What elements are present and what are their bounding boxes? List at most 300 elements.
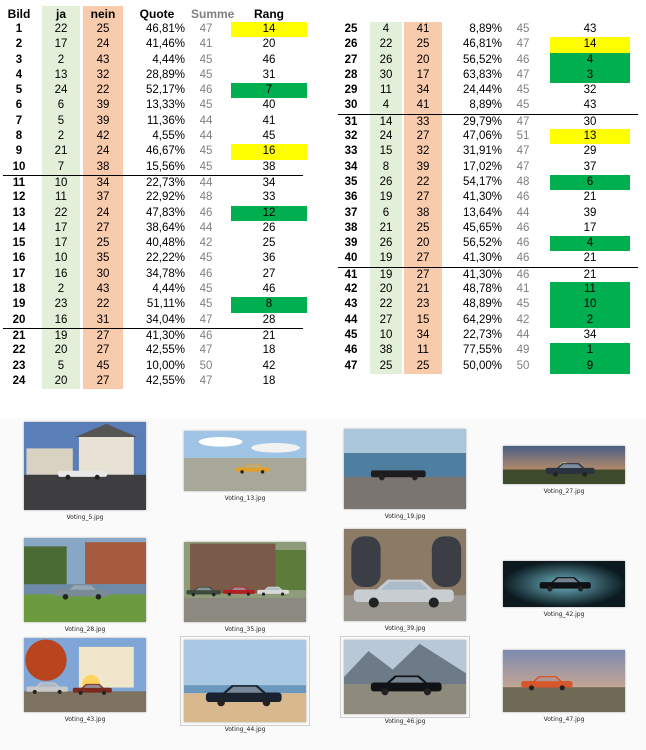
- cell-summe: 48: [199, 191, 213, 204]
- cell-rang: 38: [262, 160, 276, 173]
- cell-quote: 22,92%: [145, 191, 185, 204]
- cell-nein: 22: [83, 297, 123, 312]
- cell-rang: 33: [262, 191, 276, 204]
- cell-bild: 9: [15, 145, 23, 158]
- cell-rang: 46: [262, 283, 276, 296]
- cell-quote: 56,52%: [462, 53, 502, 66]
- cell-rang: 14: [231, 22, 307, 37]
- table-row: [338, 129, 638, 144]
- cell-quote: 28,89%: [145, 68, 185, 81]
- cell-bild: 22: [12, 344, 26, 357]
- cell-ja: 14: [370, 115, 402, 129]
- table-row: [3, 160, 303, 175]
- cell-bild: 39: [344, 237, 358, 250]
- table-row: [3, 236, 303, 251]
- table-row: [338, 144, 638, 159]
- cell-quote: 64,29%: [462, 313, 502, 326]
- table-body-left: [3, 22, 303, 389]
- cell-summe: 46: [516, 221, 530, 234]
- cell-bild: 14: [12, 221, 26, 234]
- cell-ja: 38: [370, 343, 402, 358]
- cell-ja: 22: [42, 22, 80, 37]
- table-row: [338, 22, 638, 37]
- cell-nein: 41: [404, 22, 442, 37]
- cell-summe: 47: [199, 374, 213, 387]
- cell-nein: 27: [83, 329, 123, 343]
- cell-bild: 32: [344, 130, 358, 143]
- cell-bild: 6: [15, 99, 23, 112]
- cell-ja: 23: [42, 297, 80, 312]
- cell-quote: 41,46%: [145, 38, 185, 51]
- thumbnail-image[interactable]: [503, 561, 625, 607]
- cell-rang: 17: [583, 221, 597, 234]
- thumbnail-image[interactable]: [24, 638, 146, 712]
- cell-summe: 45: [199, 283, 213, 296]
- table-row: [3, 297, 303, 312]
- table-row: [3, 206, 303, 221]
- cell-ja: 22: [42, 206, 80, 221]
- cell-bild: 29: [344, 84, 358, 97]
- cell-rang: 10: [550, 297, 630, 312]
- cell-quote: 22,73%: [145, 176, 185, 189]
- thumbnail-filename: Voting_5.jpg: [66, 514, 104, 521]
- table-row: [3, 282, 303, 297]
- cell-summe: 45: [199, 160, 213, 173]
- cell-summe: 42: [199, 237, 213, 250]
- table-row: [3, 267, 303, 282]
- thumbnail-filename: Voting_13.jpg: [224, 495, 266, 502]
- cell-ja: 19: [42, 329, 80, 343]
- cell-bild: 11: [12, 176, 26, 189]
- gallery-thumbnail[interactable]: [24, 422, 146, 522]
- cell-bild: 46: [344, 344, 358, 357]
- cell-bild: 17: [12, 267, 26, 280]
- cell-nein: 31: [83, 313, 123, 328]
- cell-nein: 35: [83, 251, 123, 266]
- cell-bild: 26: [344, 38, 358, 51]
- cell-nein: 32: [83, 68, 123, 83]
- cell-quote: 54,17%: [462, 175, 502, 188]
- cell-bild: 10: [12, 160, 26, 173]
- cell-nein: 24: [83, 37, 123, 52]
- table-row: [3, 22, 303, 37]
- cell-nein: 34: [83, 176, 123, 190]
- cell-nein: 23: [404, 297, 442, 312]
- table-row: [338, 251, 638, 266]
- cell-rang: 40: [262, 99, 276, 112]
- header-rang: Rang: [254, 7, 284, 21]
- table-row: [3, 53, 303, 68]
- table-row: [338, 190, 638, 205]
- thumbnail-filename: Voting_44.jpg: [224, 726, 266, 733]
- cell-bild: 37: [344, 206, 358, 219]
- cell-bild: 41: [344, 268, 358, 281]
- cell-summe: 45: [199, 68, 213, 81]
- cell-nein: 39: [83, 98, 123, 113]
- cell-quote: 22,73%: [462, 328, 502, 341]
- cell-ja: 7: [42, 160, 80, 175]
- cell-quote: 47,06%: [462, 130, 502, 143]
- cell-nein: 25: [404, 221, 442, 236]
- thumbnail-image[interactable]: [344, 429, 466, 509]
- cell-quote: 15,56%: [145, 160, 185, 173]
- table-row: [3, 68, 303, 83]
- cell-nein: 21: [404, 282, 442, 297]
- image-gallery: [0, 418, 646, 750]
- table-row: [3, 313, 303, 328]
- cell-summe: 46: [199, 267, 213, 280]
- cell-rang: 3: [550, 68, 630, 83]
- cell-ja: 10: [370, 328, 402, 343]
- cell-summe: 44: [199, 114, 213, 127]
- cell-rang: 43: [583, 99, 597, 112]
- cell-summe: 46: [516, 268, 530, 281]
- cell-bild: 18: [12, 283, 26, 296]
- thumbnail-image[interactable]: [184, 640, 306, 722]
- cell-nein: 27: [404, 251, 442, 266]
- cell-nein: 24: [83, 144, 123, 159]
- cell-rang: 30: [583, 115, 597, 128]
- cell-summe: 44: [199, 130, 213, 143]
- cell-bild: 47: [344, 359, 358, 372]
- cell-quote: 48,78%: [462, 283, 502, 296]
- table-row: [3, 251, 303, 266]
- gallery-thumbnail[interactable]: [503, 650, 625, 724]
- cell-quote: 13,33%: [145, 99, 185, 112]
- cell-nein: 27: [83, 343, 123, 358]
- cell-ja: 27: [370, 313, 402, 328]
- cell-ja: 6: [370, 206, 402, 221]
- cell-quote: 13,64%: [462, 206, 502, 219]
- cell-nein: 15: [404, 313, 442, 328]
- cell-quote: 4,44%: [152, 283, 185, 296]
- cell-nein: 22: [404, 175, 442, 190]
- table-row: [338, 297, 638, 312]
- gallery-thumbnail[interactable]: [24, 538, 146, 634]
- cell-ja: 24: [370, 129, 402, 144]
- cell-quote: 46,81%: [145, 23, 185, 35]
- cell-quote: 63,83%: [462, 68, 502, 81]
- cell-nein: 27: [404, 268, 442, 282]
- cell-ja: 22: [370, 37, 402, 52]
- cell-bild: 7: [15, 114, 23, 127]
- cell-nein: 33: [404, 115, 442, 129]
- gallery-thumbnail[interactable]: [184, 431, 306, 503]
- table-row: [338, 313, 638, 328]
- cell-ja: 30: [370, 68, 402, 83]
- cell-quote: 34,04%: [145, 313, 185, 326]
- cell-bild: 44: [344, 313, 358, 326]
- thumbnail-filename: Voting_27.jpg: [543, 488, 585, 495]
- cell-nein: 37: [83, 190, 123, 205]
- cell-quote: 47,83%: [145, 206, 185, 219]
- cell-summe: 44: [199, 221, 213, 234]
- thumbnail-filename: Voting_28.jpg: [64, 626, 106, 633]
- thumbnail-image[interactable]: [24, 538, 146, 622]
- cell-summe: 46: [516, 252, 530, 265]
- table-row: [338, 175, 638, 190]
- thumbnail-image[interactable]: [24, 422, 146, 510]
- cell-rang: 43: [583, 23, 597, 35]
- cell-nein: 25: [83, 22, 123, 37]
- cell-quote: 17,02%: [462, 160, 502, 173]
- cell-summe: 45: [199, 252, 213, 265]
- cell-summe: 50: [516, 359, 530, 372]
- table-row: [3, 114, 303, 129]
- cell-ja: 19: [370, 190, 402, 205]
- table-row: [338, 114, 638, 129]
- cell-summe: 45: [516, 298, 530, 311]
- cell-quote: 24,44%: [462, 84, 502, 97]
- thumbnail-image[interactable]: [344, 640, 466, 714]
- table-row: [338, 98, 638, 113]
- cell-quote: 77,55%: [462, 344, 502, 357]
- header-quote: Quote: [139, 7, 175, 21]
- gallery-thumbnail[interactable]: [344, 529, 466, 633]
- gallery-thumbnail[interactable]: [184, 640, 306, 734]
- cell-summe: 45: [516, 99, 530, 112]
- cell-quote: 46,81%: [462, 38, 502, 51]
- cell-ja: 15: [370, 144, 402, 159]
- table-row: [338, 37, 638, 52]
- gallery-thumbnail[interactable]: [344, 429, 466, 521]
- cell-bild: 31: [344, 115, 358, 128]
- cell-rang: 36: [262, 252, 276, 265]
- cell-quote: 4,44%: [152, 53, 185, 66]
- cell-bild: 1: [15, 23, 23, 35]
- cell-bild: 45: [344, 328, 358, 341]
- cell-ja: 20: [42, 343, 80, 358]
- table-row: [338, 359, 638, 374]
- cell-quote: 34,78%: [145, 267, 185, 280]
- vote-table-left: [3, 6, 303, 389]
- cell-rang: 34: [262, 176, 276, 189]
- cell-quote: 41,30%: [462, 268, 502, 281]
- cell-ja: 4: [370, 22, 402, 37]
- cell-bild: 36: [344, 191, 358, 204]
- cell-bild: 25: [344, 23, 358, 35]
- table-row: [338, 343, 638, 358]
- cell-bild: 34: [344, 160, 358, 173]
- table-row: [3, 37, 303, 52]
- cell-rang: 34: [583, 328, 597, 341]
- cell-rang: 18: [262, 374, 276, 387]
- cell-ja: 25: [370, 359, 402, 374]
- thumbnail-filename: Voting_42.jpg: [543, 611, 585, 618]
- header-bild: Bild: [7, 7, 31, 21]
- gallery-thumbnail[interactable]: [344, 640, 466, 726]
- cell-summe: 46: [199, 84, 213, 97]
- cell-ja: 17: [42, 221, 80, 236]
- cell-rang: 21: [583, 252, 597, 265]
- table-row: [3, 374, 303, 389]
- cell-summe: 49: [516, 344, 530, 357]
- thumbnail-filename: Voting_47.jpg: [543, 716, 585, 723]
- gallery-thumbnail[interactable]: [24, 638, 146, 724]
- cell-nein: 43: [83, 282, 123, 297]
- cell-rang: 13: [550, 129, 630, 144]
- cell-summe: 46: [516, 237, 530, 250]
- cell-summe: 44: [516, 206, 530, 219]
- cell-rang: 32: [583, 84, 597, 97]
- cell-summe: 44: [199, 176, 213, 189]
- cell-ja: 5: [42, 114, 80, 129]
- thumbnail-filename: Voting_35.jpg: [224, 626, 266, 633]
- cell-nein: 25: [404, 359, 442, 374]
- cell-rang: 21: [583, 268, 597, 281]
- cell-rang: 9: [550, 359, 630, 374]
- cell-bild: 8: [15, 130, 23, 143]
- cell-rang: 25: [262, 237, 276, 250]
- table-row: [3, 328, 303, 343]
- cell-bild: 30: [344, 99, 358, 112]
- table-row: [338, 221, 638, 236]
- cell-nein: 42: [83, 129, 123, 144]
- cell-rang: 20: [262, 38, 276, 51]
- cell-ja: 16: [42, 267, 80, 282]
- cell-ja: 16: [42, 313, 80, 328]
- table-row: [338, 68, 638, 83]
- thumbnail-image[interactable]: [184, 542, 306, 622]
- cell-bild: 38: [344, 221, 358, 234]
- thumbnail-image[interactable]: [503, 650, 625, 712]
- cell-quote: 41,30%: [145, 329, 185, 342]
- cell-quote: 48,89%: [462, 298, 502, 311]
- cell-rang: 41: [262, 114, 276, 127]
- cell-ja: 20: [370, 282, 402, 297]
- cell-rang: 16: [231, 144, 307, 159]
- cell-rang: 14: [550, 37, 630, 52]
- cell-nein: 27: [404, 190, 442, 205]
- cell-rang: 4: [550, 236, 630, 251]
- cell-nein: 27: [83, 374, 123, 389]
- cell-ja: 8: [370, 160, 402, 175]
- cell-bild: 23: [12, 359, 26, 372]
- cell-bild: 5: [15, 84, 23, 97]
- cell-rang: 26: [262, 221, 276, 234]
- cell-ja: 21: [42, 144, 80, 159]
- cell-quote: 45,65%: [462, 221, 502, 234]
- table-row: [338, 53, 638, 68]
- cell-rang: 29: [583, 145, 597, 158]
- cell-quote: 4,55%: [152, 130, 185, 143]
- header-nein: nein: [83, 6, 123, 22]
- gallery-thumbnail[interactable]: [503, 446, 625, 496]
- cell-quote: 22,22%: [145, 252, 185, 265]
- cell-rang: 2: [550, 313, 630, 328]
- cell-summe: 47: [516, 160, 530, 173]
- cell-quote: 42,55%: [145, 374, 185, 387]
- thumbnail-filename: Voting_19.jpg: [384, 513, 426, 520]
- cell-bild: 43: [344, 298, 358, 311]
- cell-ja: 22: [370, 297, 402, 312]
- thumbnail-image[interactable]: [503, 446, 625, 484]
- cell-nein: 32: [404, 144, 442, 159]
- table-row: [3, 221, 303, 236]
- cell-quote: 42,55%: [145, 344, 185, 357]
- cell-nein: 11: [404, 343, 442, 358]
- cell-nein: 38: [83, 160, 123, 175]
- table-row: [3, 175, 303, 190]
- cell-summe: 45: [516, 23, 530, 35]
- cell-summe: 42: [516, 313, 530, 326]
- gallery-thumbnail[interactable]: [184, 542, 306, 634]
- cell-ja: 24: [42, 83, 80, 98]
- cell-nein: 39: [404, 160, 442, 175]
- cell-rang: 11: [550, 282, 630, 297]
- table-row: [338, 282, 638, 297]
- cell-bild: 24: [12, 374, 26, 387]
- cell-rang: 42: [262, 359, 276, 372]
- cell-rang: 31: [262, 68, 276, 81]
- cell-summe: 45: [199, 53, 213, 66]
- cell-rang: 37: [583, 160, 597, 173]
- cell-quote: 31,91%: [462, 145, 502, 158]
- table-row: [3, 359, 303, 374]
- cell-ja: 6: [42, 98, 80, 113]
- gallery-thumbnail[interactable]: [503, 561, 625, 619]
- cell-rang: 21: [583, 191, 597, 204]
- cell-bild: 2: [15, 38, 23, 51]
- cell-nein: 20: [404, 236, 442, 251]
- cell-summe: 47: [199, 23, 213, 35]
- cell-summe: 41: [199, 38, 213, 51]
- table-row: [338, 83, 638, 98]
- thumbnail-image[interactable]: [184, 431, 306, 491]
- cell-nein: 25: [83, 236, 123, 251]
- cell-quote: 46,67%: [145, 145, 185, 158]
- cell-ja: 26: [370, 53, 402, 68]
- cell-ja: 4: [370, 98, 402, 113]
- table-header: [3, 6, 303, 22]
- cell-summe: 45: [199, 298, 213, 311]
- cell-bild: 19: [12, 298, 26, 311]
- cell-quote: 11,36%: [146, 114, 185, 127]
- cell-summe: 47: [516, 38, 530, 51]
- cell-rang: 1: [550, 343, 630, 358]
- cell-summe: 47: [199, 313, 213, 326]
- cell-ja: 21: [370, 221, 402, 236]
- cell-nein: 43: [83, 53, 123, 68]
- thumbnail-image[interactable]: [344, 529, 466, 621]
- cell-quote: 8,89%: [469, 23, 502, 35]
- table-row: [3, 144, 303, 159]
- table-row: [3, 83, 303, 98]
- cell-ja: 26: [370, 236, 402, 251]
- table-row: [3, 129, 303, 144]
- cell-quote: 52,17%: [145, 84, 185, 97]
- cell-ja: 20: [42, 374, 80, 389]
- cell-quote: 8,89%: [469, 99, 502, 112]
- cell-bild: 16: [12, 252, 26, 265]
- cell-bild: 4: [15, 68, 23, 81]
- cell-ja: 2: [42, 282, 80, 297]
- cell-rang: 28: [262, 313, 276, 326]
- cell-summe: 51: [516, 130, 530, 143]
- cell-summe: 48: [516, 175, 530, 188]
- cell-quote: 41,30%: [462, 252, 502, 265]
- cell-bild: 42: [344, 283, 358, 296]
- cell-summe: 50: [199, 359, 213, 372]
- cell-bild: 15: [12, 237, 26, 250]
- cell-summe: 47: [199, 344, 213, 357]
- cell-summe: 47: [516, 68, 530, 81]
- cell-rang: 4: [550, 53, 630, 68]
- thumbnail-filename: Voting_46.jpg: [384, 718, 426, 725]
- cell-rang: 39: [583, 206, 597, 219]
- cell-quote: 56,52%: [462, 237, 502, 250]
- cell-quote: 40,48%: [145, 237, 185, 250]
